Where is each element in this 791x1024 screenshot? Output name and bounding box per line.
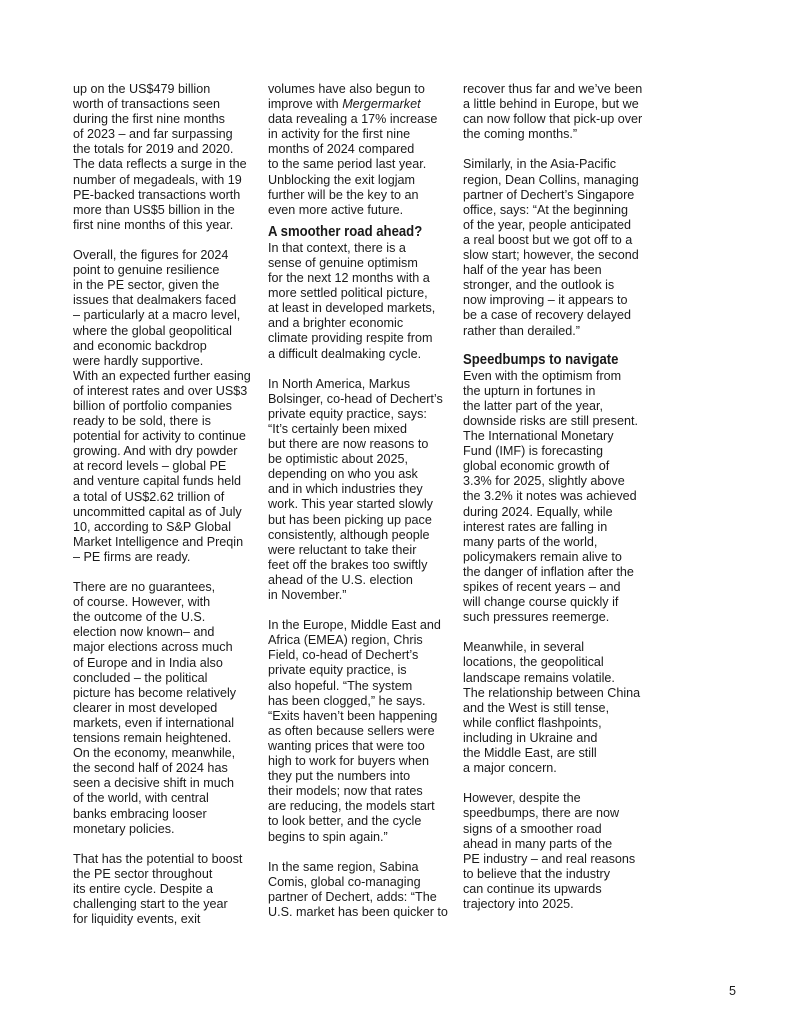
text-line: and economic backdrop	[73, 338, 207, 353]
text-line: spikes of recent years – and	[463, 580, 621, 594]
text-line: be a case of recovery delayed	[463, 308, 632, 323]
text-line: high to work for buyers when	[268, 754, 430, 769]
text-line: a difficult dealmaking cycle.	[268, 346, 422, 361]
text-line: and the West is still tense,	[463, 700, 610, 715]
text-line: – particularly at a macro level,	[73, 308, 241, 323]
text-line: where the global geopolitical	[73, 323, 232, 338]
text-line: trajectory into 2025.	[463, 896, 574, 911]
text-line: in the PE sector, given the	[73, 278, 220, 293]
text-line: for the next 12 months with a	[268, 271, 430, 286]
paragraph-gap	[73, 565, 263, 580]
text-line: the Middle East, are still	[463, 746, 597, 761]
text-line: volumes have also begun to	[268, 82, 425, 96]
text-line: landscape remains volatile.	[463, 670, 615, 685]
text-line: The relationship between China	[463, 685, 641, 700]
text-line: in activity for the first nine	[268, 127, 411, 142]
text-line: Comis, global co-managing	[268, 874, 421, 889]
text-line: and a brighter economic	[268, 316, 404, 331]
text-line: banks embracing looser	[73, 806, 207, 821]
text-line: including in Ukraine and	[463, 730, 598, 745]
text-line: signs of a smoother road	[463, 821, 602, 836]
text-line: its entire cycle. Despite a	[73, 881, 213, 896]
column-3-intro	[463, 82, 648, 339]
text-line: a total of US$2.62 trillion of	[73, 489, 225, 504]
text-line: clearer in most developed	[73, 700, 218, 715]
text-line: – PE firms are ready.	[73, 549, 191, 564]
text-line: billion of portfolio companies	[73, 398, 232, 413]
text-line: improve with Mergermarket	[268, 97, 421, 112]
text-line: were hardly supportive.	[73, 353, 204, 368]
text-line: now improving – it appears to	[463, 293, 628, 308]
text-line: private equity practice, says:	[268, 406, 427, 421]
text-line: potential for activity to continue	[73, 429, 246, 444]
text-line: There are no guarantees,	[73, 580, 216, 595]
text-line: issues that dealmakers faced	[73, 293, 237, 308]
text-line: 3.3% for 2025, slightly above	[463, 474, 625, 489]
text-line: of interest rates and over US$3	[73, 383, 248, 398]
text-line: picture has become relatively	[73, 685, 237, 700]
text-line: first nine months of this year.	[73, 217, 234, 232]
text-line: of Europe and in India also	[73, 655, 223, 670]
text-line: at record levels – global PE	[73, 459, 227, 474]
text-line: Fund (IMF) is forecasting	[463, 444, 603, 459]
text-line: point to genuine resilience	[73, 263, 220, 278]
text-line: a real boost but we got off to a	[463, 232, 633, 247]
text-line: work. This year started slowly	[268, 497, 433, 512]
text-line: were reluctant to take their	[268, 542, 417, 557]
text-line: be optimistic about 2025,	[268, 452, 409, 467]
text-line: region, Dean Collins, managing	[463, 172, 639, 187]
text-line: “Exits haven’t been happening	[268, 708, 438, 723]
text-line: to look better, and the cycle	[268, 814, 422, 829]
text-line: tensions remain heightened.	[73, 731, 232, 746]
text-line: and venture capital funds held	[73, 474, 242, 489]
text-line: “It’s certainly been mixed	[268, 421, 408, 436]
text-line: will change course quickly if	[463, 595, 619, 610]
text-line: but there are now reasons to	[268, 437, 429, 452]
text-line: The data reflects a surge in the	[73, 157, 247, 172]
text-line: uncommitted capital as of July	[73, 504, 242, 519]
paragraph-gap	[268, 845, 453, 860]
column-3-body	[463, 369, 648, 912]
text-line: of the world, with central	[73, 791, 209, 806]
text-line: such pressures reemerge.	[463, 610, 610, 625]
text-line: office, says: “At the beginning	[463, 202, 628, 217]
text-line: ahead in many parts of the	[463, 836, 613, 851]
text-line: in November.”	[268, 588, 347, 602]
text-line: number of megadeals, with 19	[73, 172, 242, 187]
text-line: downside risks are still present.	[463, 413, 638, 428]
text-line: a little behind in Europe, but we	[463, 97, 639, 112]
text-line: many parts of the world,	[463, 534, 598, 549]
text-line: Field, co-head of Dechert’s	[268, 648, 419, 663]
text-line: are reducing, the models start	[268, 799, 435, 814]
text-line: the latter part of the year,	[463, 398, 604, 413]
text-line: In the same region, Sabina	[268, 859, 419, 874]
text-line: That has the potential to boost	[73, 851, 243, 866]
text-line: Africa (EMEA) region, Chris	[268, 633, 423, 648]
text-line: the upturn in fortunes in	[463, 383, 596, 398]
text-line: months of 2024 compared	[268, 142, 415, 157]
text-line: growing. And with dry powder	[73, 444, 238, 459]
text-line: also hopeful. “The system	[268, 678, 413, 693]
text-line: concluded – the political	[73, 670, 208, 685]
text-line: the 3.2% it notes was achieved	[463, 489, 637, 504]
text-line: further will be the key to an	[268, 187, 419, 202]
text-line: the coming months.”	[463, 127, 578, 142]
text-line: data revealing a 17% increase	[268, 112, 438, 127]
text-line: begins to spin again.”	[268, 829, 388, 844]
text-line: ready to be sold, there is	[73, 414, 211, 429]
text-line: policymakers remain alive to	[463, 549, 622, 564]
paragraph-gap	[463, 142, 648, 157]
text-line: but has been picking up pace	[268, 512, 432, 527]
text-line: and in which industries they	[268, 482, 423, 497]
text-line: Overall, the figures for 2024	[73, 248, 229, 263]
text-line: the second half of 2024 has	[73, 761, 228, 776]
column-2-body	[268, 241, 453, 920]
text-line: has been clogged,” he says.	[268, 693, 426, 708]
paragraph-gap	[463, 776, 648, 791]
text-line: of the year, people anticipated	[463, 217, 632, 232]
text-line: monetary policies.	[73, 821, 175, 836]
text-line: half of the year has been	[463, 263, 602, 278]
text-line: U.S. market has been quicker to	[268, 904, 448, 919]
text-line: more settled political picture,	[268, 286, 428, 301]
text-line: PE-backed transactions worth	[73, 187, 241, 202]
text-line: the totals for 2019 and 2020.	[73, 142, 234, 157]
text-line: However, despite the	[463, 791, 581, 806]
text-line: for liquidity events, exit	[73, 912, 201, 927]
text-line: Even with the optimism from	[463, 368, 622, 383]
text-line: a major concern.	[463, 761, 557, 776]
text-line: more than US$5 billion in the	[73, 202, 235, 217]
text-line: Market Intelligence and Preqin	[73, 534, 244, 549]
text-line: of course. However, with	[73, 595, 211, 610]
text-line: ahead of the U.S. election	[268, 572, 413, 587]
text-line: Unblocking the exit logjam	[268, 172, 416, 187]
paragraph-gap	[73, 837, 263, 852]
text-line: during the first nine months	[73, 112, 225, 127]
text-line: climate providing respite from	[268, 331, 433, 346]
text-line: while conflict flashpoints,	[463, 715, 602, 730]
section-heading-smoother-road: A smoother road ahead?	[268, 223, 423, 240]
column-2-intro	[268, 82, 453, 218]
text-line: The International Monetary	[463, 429, 614, 444]
text-line: up on the US$479 billion	[73, 82, 211, 96]
paragraph-gap	[463, 625, 648, 640]
column-1	[73, 82, 263, 927]
text-line: interest rates are falling in	[463, 519, 608, 534]
text-line: rather than derailed.”	[463, 323, 580, 338]
text-line: can now follow that pick-up over	[463, 112, 643, 127]
text-line: speedbumps, there are now	[463, 806, 620, 821]
text-line: In that context, there is a	[268, 240, 406, 255]
section-heading-speedbumps: Speedbumps to navigate	[463, 351, 619, 368]
text-line: PE industry – and real reasons	[463, 851, 636, 866]
paragraph-gap	[268, 603, 453, 618]
text-line: depending on who you ask	[268, 467, 418, 482]
text-line: With an expected further easing	[73, 368, 251, 383]
paragraph-gap	[268, 362, 453, 377]
text-line: even more active future.	[268, 202, 404, 217]
text-line: the PE sector throughout	[73, 866, 213, 881]
text-line: feet off the brakes too swiftly	[268, 557, 428, 572]
page-number: 5	[729, 984, 737, 998]
text-line: the danger of inflation after the	[463, 564, 634, 579]
text-line: election now known– and	[73, 625, 215, 640]
text-line: their models; now that rates	[268, 784, 423, 799]
text-line: worth of transactions seen	[73, 97, 221, 112]
text-line: In the Europe, Middle East and	[268, 618, 441, 633]
text-line: Bolsinger, co-head of Dechert’s	[268, 391, 443, 406]
text-line: Similarly, in the Asia-Pacific	[463, 157, 617, 172]
text-line: In North America, Markus	[268, 376, 411, 391]
text-line: challenging start to the year	[73, 897, 228, 912]
text-line: stronger, and the outlook is	[463, 278, 615, 293]
text-line: partner of Dechert’s Singapore	[463, 187, 635, 202]
text-line: during 2024. Equally, while	[463, 504, 613, 519]
text-line: at least in developed markets,	[268, 301, 436, 316]
text-line: of 2023 – and far surpassing	[73, 127, 233, 142]
text-line: consistently, although people	[268, 527, 430, 542]
text-line: the outcome of the U.S.	[73, 610, 206, 625]
text-line: markets, even if international	[73, 715, 235, 730]
text-line: they put the numbers into	[268, 769, 411, 784]
text-line: private equity practice, is	[268, 663, 407, 678]
text-line: On the economy, meanwhile,	[73, 746, 236, 761]
text-line: recover thus far and we’ve been	[463, 82, 643, 96]
text-line: 10, according to S&P Global	[73, 519, 231, 534]
text-line: slow start; however, the second	[463, 248, 639, 263]
text-line: sense of genuine optimism	[268, 255, 418, 270]
text-line: partner of Dechert, adds: “The	[268, 889, 437, 904]
text-line: to the same period last year.	[268, 157, 427, 172]
column-2	[268, 82, 453, 920]
paragraph-gap	[73, 233, 263, 248]
text-line: major elections across much	[73, 640, 233, 655]
text-line: Meanwhile, in several	[463, 640, 585, 655]
text-line: seen a decisive shift in much	[73, 776, 235, 791]
text-line: can continue its upwards	[463, 881, 602, 896]
text-line: global economic growth of	[463, 459, 610, 474]
text-line: to believe that the industry	[463, 866, 611, 881]
text-line: wanting prices that were too	[268, 738, 425, 753]
column-3	[463, 82, 648, 912]
text-line: as often because sellers were	[268, 723, 435, 738]
text-line: locations, the geopolitical	[463, 655, 604, 670]
